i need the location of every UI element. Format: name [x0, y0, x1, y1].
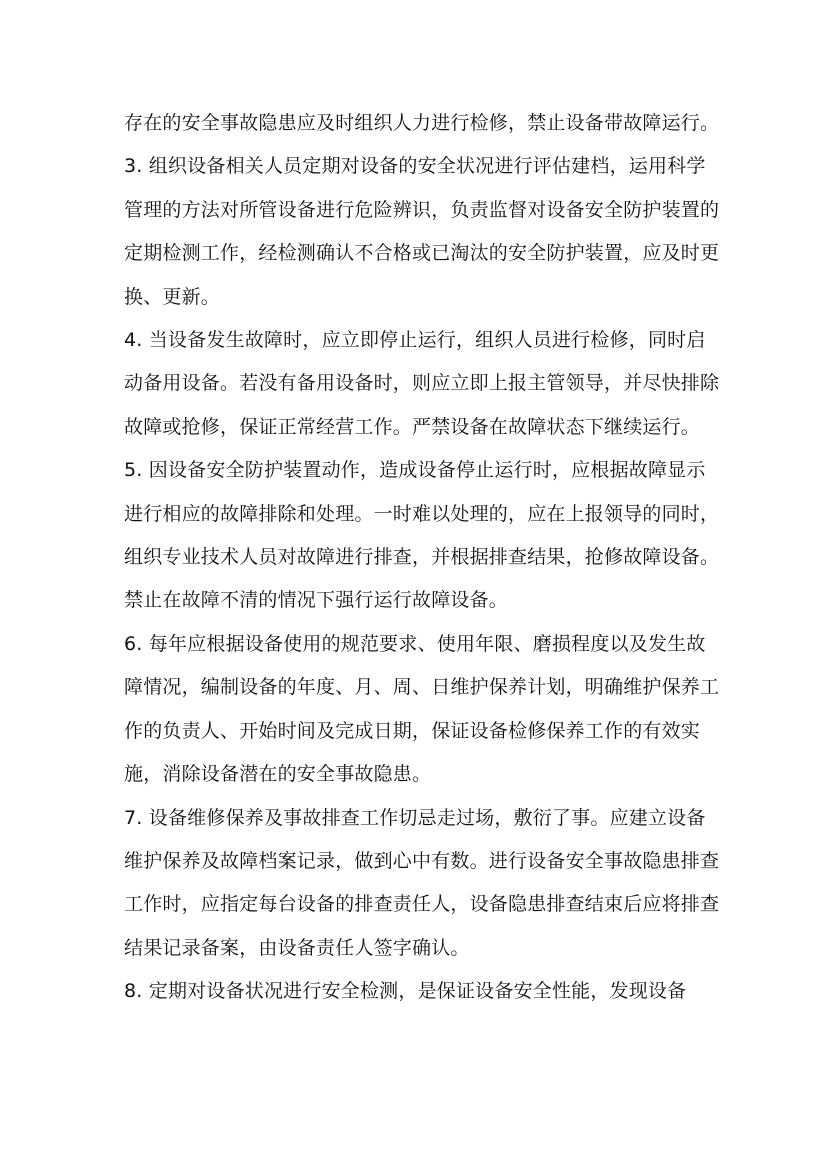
document-body [124, 102, 724, 1014]
paragraph-item-6: 6. 每年应根据设备使用的规范要求、使用年限、磨损程度以及发生故障情况，编制设备的年度、月、周、日维护保养计划，明确维护保养工作的负责人、开始时间及完成日期，保证设备检修保养工作的有效实施，消除设备潜在的安全事故隐患。 [124, 632, 720, 786]
paragraph-item-5: 5. 因设备安全防护装置动作，造成设备停止运行时，应根据故障显示进行相应的故障排除和处理。一时难以处理的，应在上报领导的同时，组织专业技术人员对故障进行排查，并根据排查结果，抢修故障设备。禁止在故障不清的情况下强行运行故障设备。 [124, 459, 720, 612]
paragraph-item-4: 4. 当设备发生故障时，应立即停止运行，组织人员进行检修，同时启动备用设备。若没有备用设备时，则应立即上报主管领导，并尽快排除故障或抢修，保证正常经营工作。严禁设备在故障状态下继续运行。 [124, 329, 720, 438]
paragraph-item-8: 8. 定期对设备状况进行安全检测，是保证设备安全性能，发现设备 [124, 980, 687, 1003]
paragraph-continuation: 存在的安全事故隐患应及时组织人力进行检修，禁止设备带故障运行。 [124, 112, 720, 134]
paragraph-item-7: 7. 设备维修保养及事故排查工作切忌走过场，敷衍了事。应建立设备维护保养及故障档案记录，做到心中有数。进行设备安全事故隐患排查工作时，应指定每台设备的排查责任人，设备隐患排查结束后应将排查结果记录备案，由设备责任人签字确认。 [124, 806, 720, 959]
paragraph-item-3: 3. 组织设备相关人员定期对设备的安全状况进行评估建档，运用科学管理的方法对所管设备进行危险辨识，负责监督对设备安全防护装置的定期检测工作，经检测确认不合格或已淘汰的安全防护装置，应及时更换、更新。 [124, 155, 720, 308]
